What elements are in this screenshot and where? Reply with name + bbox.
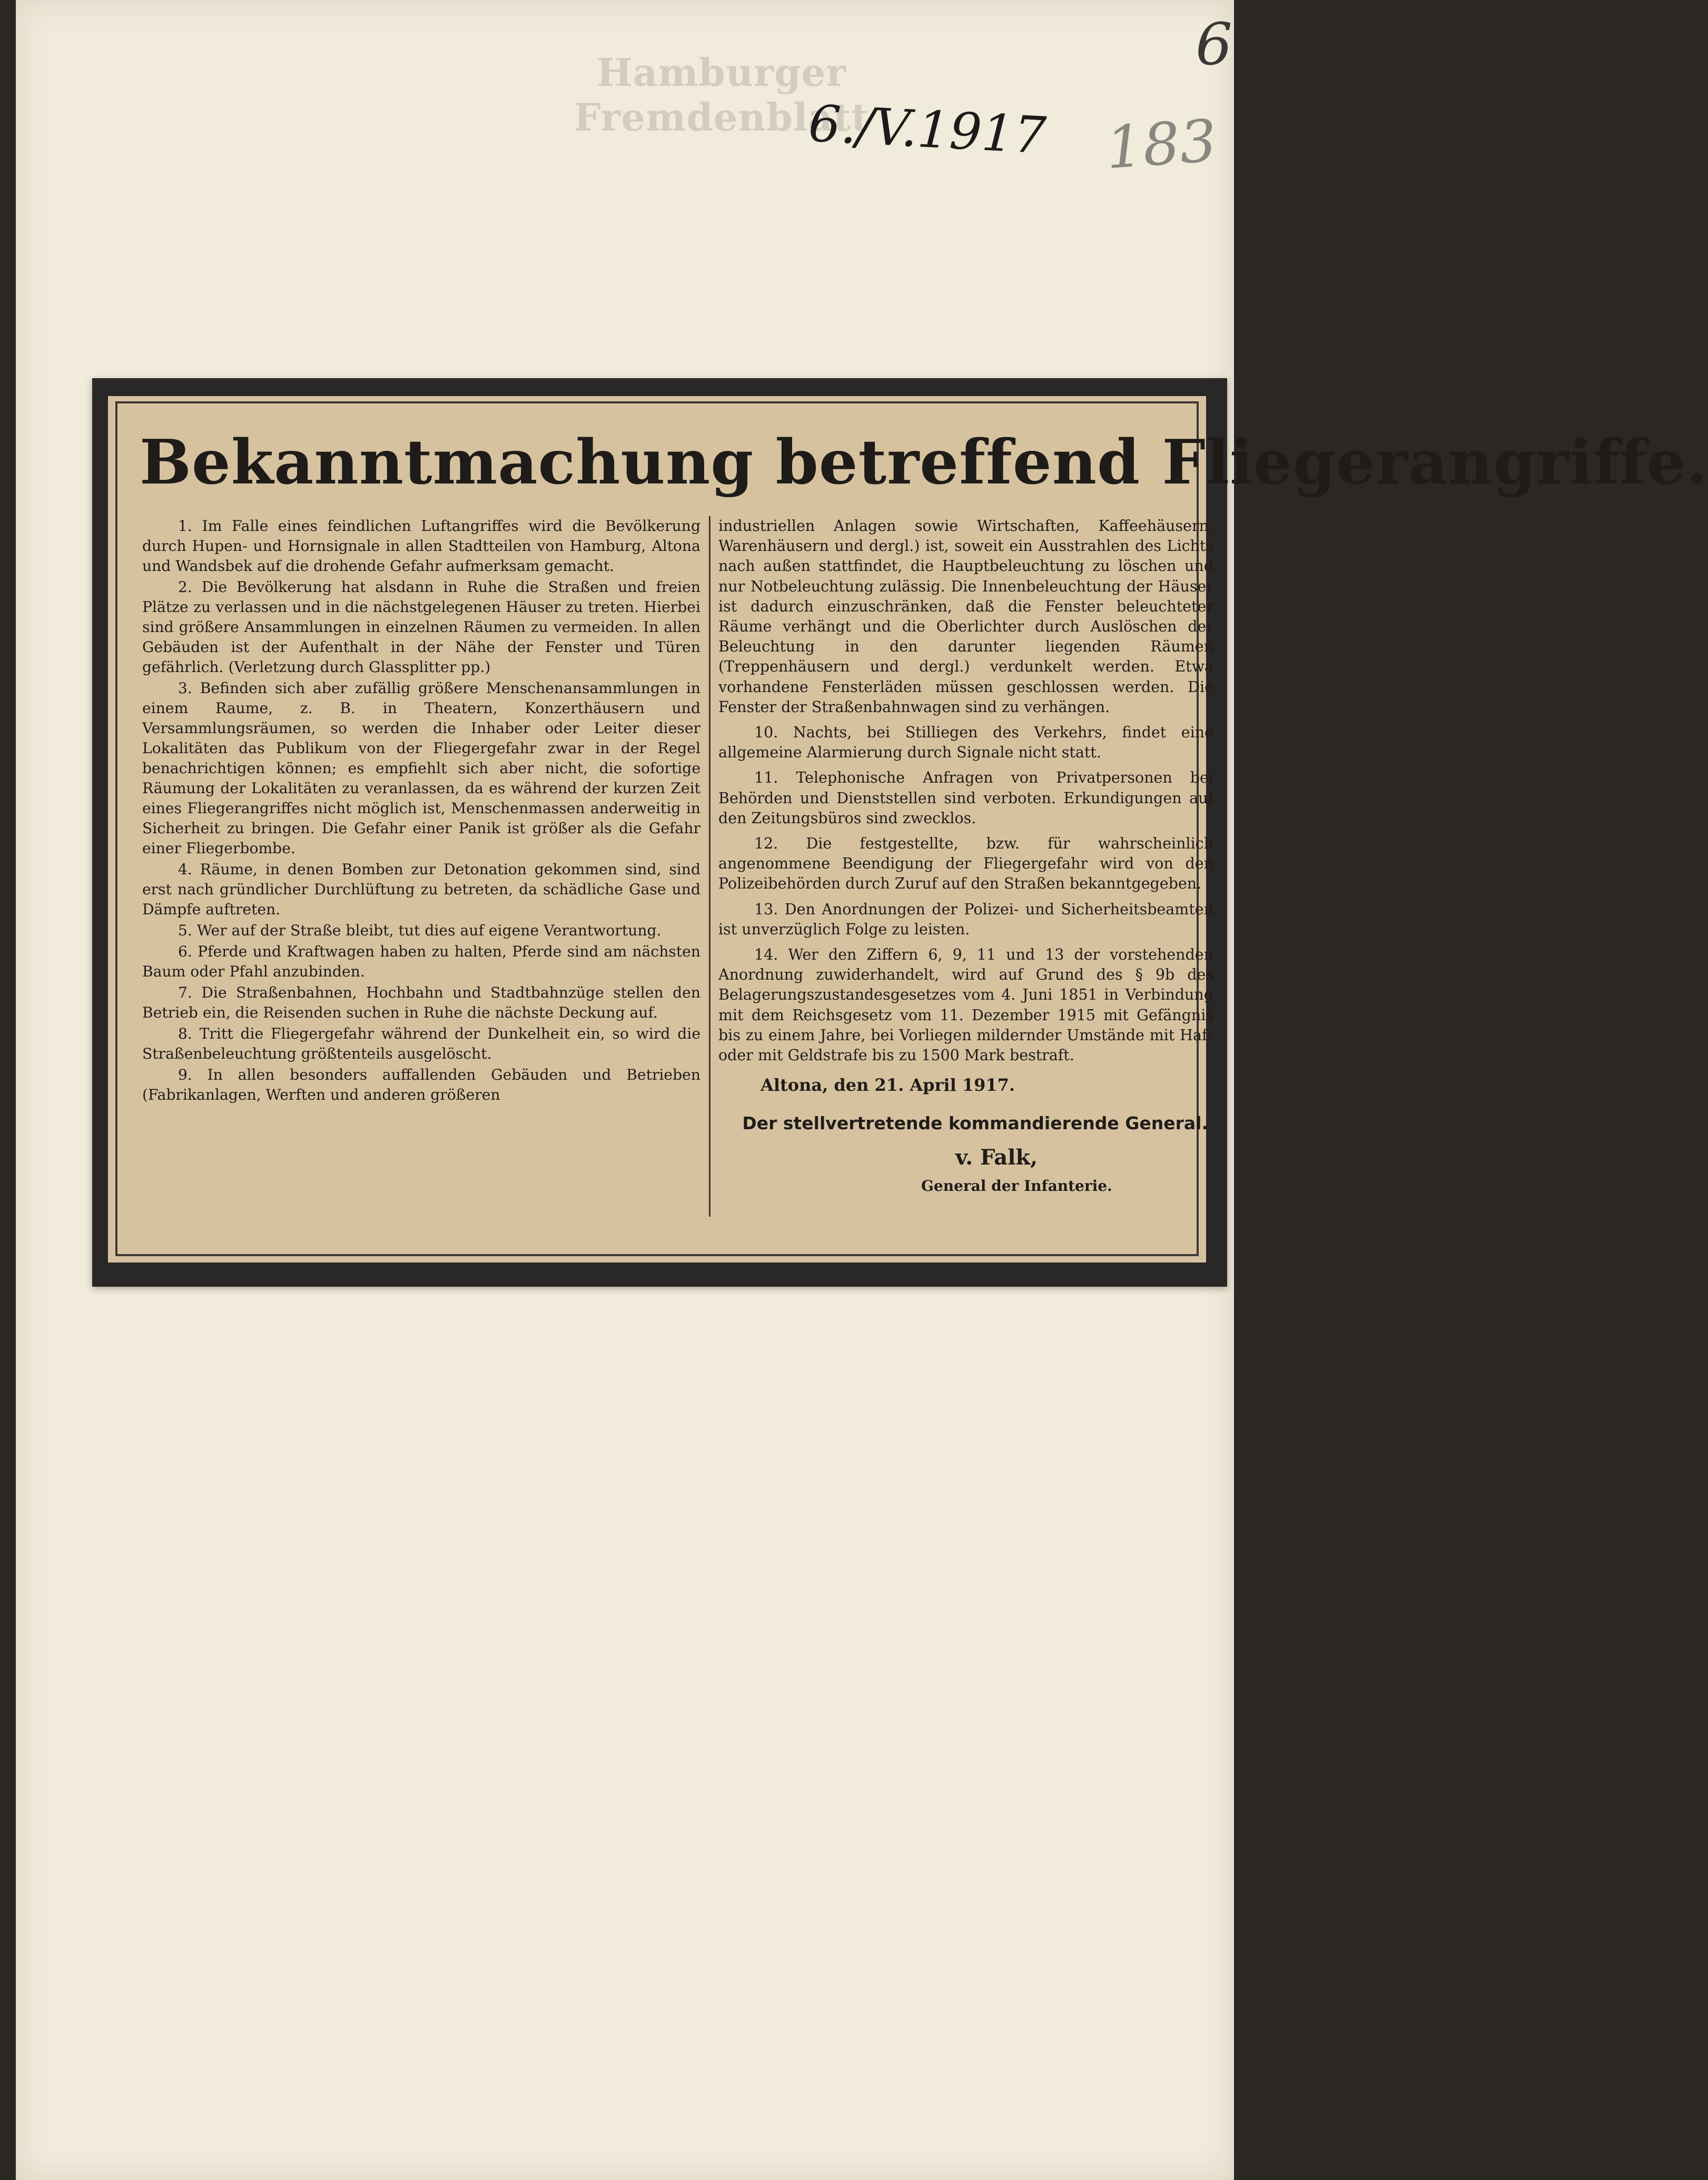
right-column <box>718 516 1213 1195</box>
signatory-rank: General der Infanterie. <box>921 1177 1112 1195</box>
paragraph-7: 7. Die Straßenbahnen, Hochbahn und Stadtbahnzüge stellen den Betrieb ein, die Reisenden suchen in Ruhe die nächste Deckung auf. <box>142 984 700 1021</box>
signatory-name: v. Falk, <box>955 1145 1038 1170</box>
paragraph-9: 9. In allen besonders auffallenden Gebäuden und Betrieben (Fabrikanlagen, Werften und anderen größeren <box>142 1066 700 1103</box>
paragraph-12: 12. Die festgestellte, bzw. für wahrscheinlich angenommene Beendigung der Fliegergefahr wird von den Polizeibehörden durch Zuruf auf den Straßen bekanntgegeben. <box>718 835 1213 893</box>
paragraph-9-continued: industriellen Anlagen sowie Wirtschaften, Kaffeehäusern, Warenhäusern und dergl.) ist, soweit ein Ausstrahlen des Lichts nach außen stattfindet, die Hauptbeleuchtung zu löschen und nur Notbeleuchtung zulässig. Die Innenbeleuchtung der Häuser ist dadurch einzuschränken, daß die Fenster beleuchteter Räume verhängt und die Oberlichter durch Auslöschen der Beleuchtung in den darunter liegenden Räumen (Treppenhäusern und dergl.) verdunkelt werden. Etwa vorhandene Fensterläden müssen geschlossen werden. Die Fenster der Straßenbahnwagen sind zu verhängen. <box>718 517 1213 716</box>
paragraph-14: 14. Wer den Ziffern 6, 9, 11 und 13 der vorstehenden Anordnung zuwiderhandelt, wird auf Grund des § 9b des Belagerungszustandesgesetzes vom 4. Juni 1851 in Verbindung mit dem Reichsgesetz vom 11. Dezember 1915 mit Gefängnis bis zu einem Jahre, bei Vorliegen mildernder Umstände mit Haft oder mit Geldstrafe bis zu 1500 Mark bestraft. <box>718 946 1213 1064</box>
paragraph-11: 11. Telephonische Anfragen von Privatpersonen bei Behörden und Dienststellen sind verboten. Erkundigungen auf den Zeitungsbüros sind zwecklos. <box>718 769 1213 827</box>
paragraph-10: 10. Nachts, bei Stilliegen des Verkehrs, findet eine allgemeine Alarmierung durch Signale nicht statt. <box>718 724 1213 762</box>
paragraph-13: 13. Den Anordnungen der Polizei- und Sicherheitsbeamten ist unverzüglich Folge zu leisten. <box>718 900 1213 938</box>
notice-title: Bekanntmachung betreffend Fliegerangriffe. <box>140 427 1708 498</box>
paragraph-2: 2. Die Bevölkerung hat alsdann in Ruhe die Straßen und freien Plätze zu verlassen und in die nächstgelegenen Häuser zu treten. Hierbei sind größere Ansammlungen in einzelnen Räumen zu vermeiden. In allen Gebäuden ist der Aufenthalt in der Nähe der Fenster und Türen gefährlich. (Verletzung durch Glassplitter pp.) <box>142 578 700 676</box>
paragraph-6: 6. Pferde und Kraftwagen haben zu halten, Pferde sind am nächsten Baum oder Pfahl anzubinden. <box>142 943 700 980</box>
place-date: Altona, den 21. April 1917. <box>761 1075 1015 1096</box>
issuing-authority: Der stellvertretende kommandierende General. <box>742 1113 1208 1134</box>
folio-number: 183 <box>1103 106 1219 182</box>
newspaper-stamp: Hamburger Fremdenblatt <box>574 50 870 140</box>
newspaper-clipping <box>92 378 1708 1287</box>
paragraph-3: 3. Befinden sich aber zufällig größere Menschenansammlungen in einem Raume, z. B. in Theatern, Konzerthäusern und Versammlungsräumen, so werden die Inhaber oder Leiter dieser Lokalitäten das Publikum von der Fliegergefahr zwar in der Regel benachrichtigen können; es empfiehlt sich aber nicht, die sofortige Räumung der Lokalitäten zu veranlassen, da es während der kurzen Zeit eines Fliegerangriffes nicht möglich ist, Menschenmassen anderweitig in Sicherheit zu bringen. Die Gefahr einer Panik ist größer als die Gefahr einer Fliegerbombe. <box>142 679 700 857</box>
paragraph-8: 8. Tritt die Fliegergefahr während der Dunkelheit ein, so wird die Straßenbeleuchtung größtenteils ausgelöscht. <box>142 1025 700 1062</box>
paragraph-5: 5. Wer auf der Straße bleibt, tut dies auf eigene Verantwortung. <box>178 922 662 939</box>
paragraph-4: 4. Räume, in denen Bomben zur Detonation gekommen sind, sind erst nach gründlicher Durchlüftung zu betreten, da schädliche Gase und Dämpfe auftreten. <box>142 861 700 918</box>
column-divider <box>709 516 710 1217</box>
corner-mark: 6 <box>1196 11 1232 78</box>
paragraph-1: 1. Im Falle eines feindlichen Luftangriffes wird die Bevölkerung durch Hupen- und Hornsignale in allen Stadtteilen von Hamburg, Altona und Wandsbek auf die drohende Gefahr aufmerksam gemacht. <box>142 517 700 575</box>
handwritten-date: 6./V.1917 <box>807 94 1048 165</box>
left-column <box>142 516 700 1211</box>
